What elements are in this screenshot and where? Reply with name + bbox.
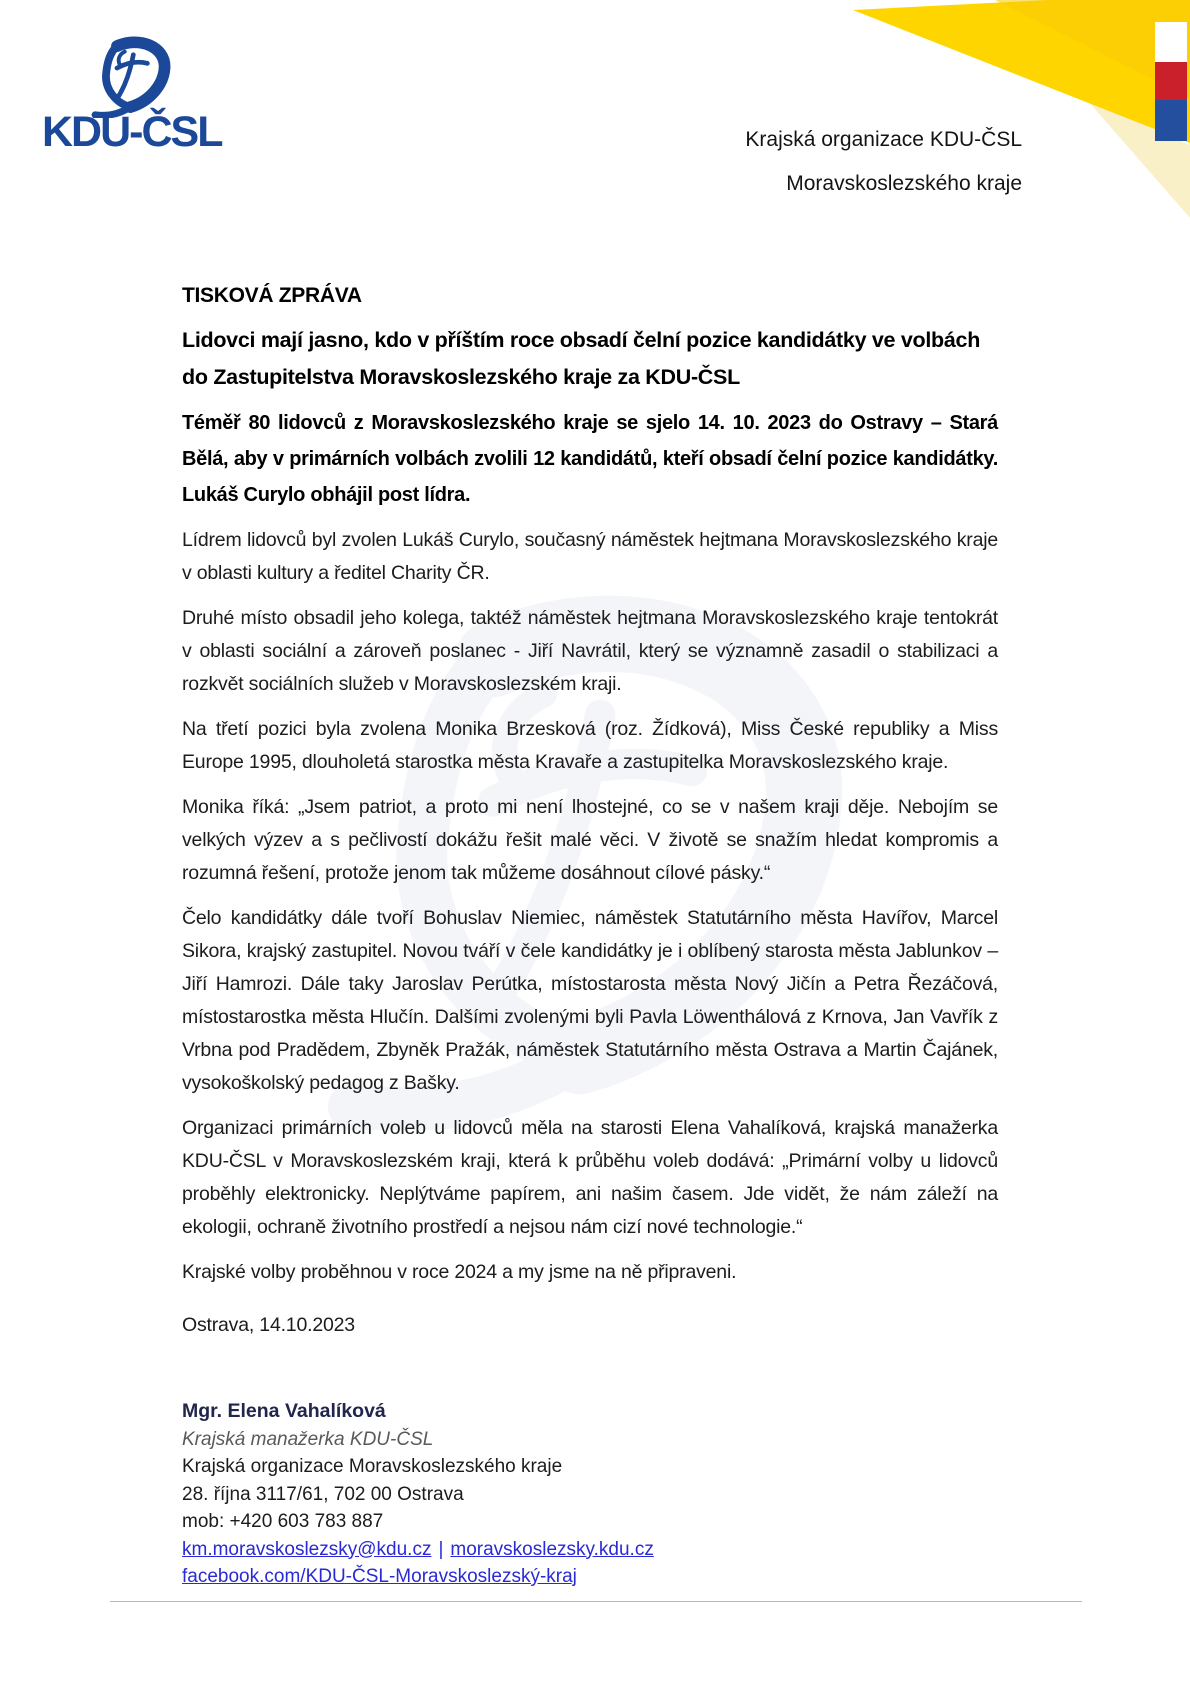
paragraph-7: Krajské volby proběhnou v roce 2024 a my jsme na ně připraveni. xyxy=(182,1261,737,1283)
dateline: Ostrava, 14.10.2023 xyxy=(182,1314,355,1336)
flag-blue-segment xyxy=(1155,100,1187,141)
signature-block xyxy=(182,1398,998,1591)
organization-header xyxy=(745,118,1022,206)
signature-name: Mgr. Elena Vahalíková xyxy=(182,1400,386,1422)
signature-address: 28. října 3117/61, 702 00 Ostrava xyxy=(182,1483,464,1505)
press-release-kicker: TISKOVÁ ZPRÁVA xyxy=(182,284,362,307)
facebook-link[interactable]: facebook.com/KDU-ČSL-Moravskoslezský-kraj xyxy=(182,1566,577,1587)
paragraph-2: Druhé místo obsadil jeho kolega, taktéž náměstek hejtmana Moravskoslezského kraje tentokrát v oblasti sociální a zároveň poslanec - Jiří Navrátil, který se významně zasadil o stabilizaci a rozkvět sociálních služeb v Moravskoslezském kraji. xyxy=(182,607,998,695)
paragraph-4: Monika říká: „Jsem patriot, a proto mi není lhostejné, co se v našem kraji děje. Nebojím se velkých výzev a s pečlivostí dokážu řešit malé věci. V životě se snažím hledat kompromis a rozumná řešení, protože jenom tak můžeme dosáhnout cílové pásky.“ xyxy=(182,796,998,884)
paragraph-3: Na třetí pozici byla zvolena Monika Brzesková (roz. Žídková), Miss České republiky a Miss Europe 1995, dlouholetá starostka města Kravaře a zastupitelka Moravskoslezského kraje. xyxy=(182,718,998,773)
document-body xyxy=(182,284,998,1591)
lead-paragraph: Téměř 80 lidovců z Moravskoslezského kraje se sjelo 14. 10. 2023 do Ostravy – Stará Bělá, aby v primárních volbách zvolili 12 kandidátů, kteří obsadí čelní pozice kandidátky. Lukáš Curylo obhájil post lídra. xyxy=(182,412,998,506)
signature-phone: mob: +420 603 783 887 xyxy=(182,1511,384,1532)
link-separator: | xyxy=(438,1538,444,1560)
press-release-title: Lidovci mají jasno, kdo v příštím roce obsadí čelní pozice kandidátky ve volbách do Zastupitelstva Moravskoslezského kraje za KDU-ČSL xyxy=(182,328,981,389)
czech-flag-bar xyxy=(1155,22,1187,141)
signature-organization: Krajská organizace Moravskoslezského kraje xyxy=(182,1456,563,1477)
paragraph-5: Čelo kandidátky dále tvoří Bohuslav Niemiec, náměstek Statutárního města Havířov, Marcel Sikora, krajský zastupitel. Novou tváří v čele kandidátky je i oblíbený starosta města Jablunkov – Jiří Hamrozi. Dále taky Jaroslav Perútka, místostarosta města Nový Jičín a Petra Řezáčová, místostarostka města Hlučín. Dalšími zvolenými byli Pavla Löwenthálová z Krnova, Jan Vavřík z Vrbna pod Pradědem, Zbyněk Pražák, náměstek Statutárního města Ostrava a Martin Čajánek, vysokoškolský pedagog z Bašky. xyxy=(182,907,998,1094)
website-link[interactable]: moravskoslezsky.kdu.cz xyxy=(450,1538,654,1560)
organization-name-line1: Krajská organizace KDU-ČSL xyxy=(745,128,1022,151)
signature-role: Krajská manažerka KDU-ČSL xyxy=(182,1428,434,1450)
signature-links xyxy=(182,1536,998,1564)
logo-wordmark: KDU-ČSL xyxy=(42,108,222,156)
footer-divider xyxy=(110,1601,1082,1602)
paragraph-6: Organizaci primárních voleb u lidovců měla na starosti Elena Vahalíková, krajská manažerka KDU-ČSL v Moravskoslezském kraji, která k průběhu voleb dodává: „Primární volby u lidovců proběhly elektronicky. Neplýtváme papírem, ani našim časem. Jde vidět, že nám záleží na ekologii, ochraně životního prostředí a nejsou nám cizí nové technologie.“ xyxy=(182,1117,998,1238)
flag-red-segment xyxy=(1155,62,1187,100)
email-link[interactable]: km.moravskoslezsky@kdu.cz xyxy=(182,1538,432,1560)
kdu-csl-emblem-icon xyxy=(86,36,176,118)
paragraph-1: Lídrem lidovců byl zvolen Lukáš Curylo, současný náměstek hejtmana Moravskoslezského kraje v oblasti kultury a ředitel Charity ČR. xyxy=(182,529,998,584)
kdu-csl-logo xyxy=(42,36,242,154)
flag-white-segment xyxy=(1155,22,1187,62)
signature-facebook xyxy=(182,1563,998,1591)
organization-name-line2: Moravskoslezského kraje xyxy=(786,172,1022,195)
